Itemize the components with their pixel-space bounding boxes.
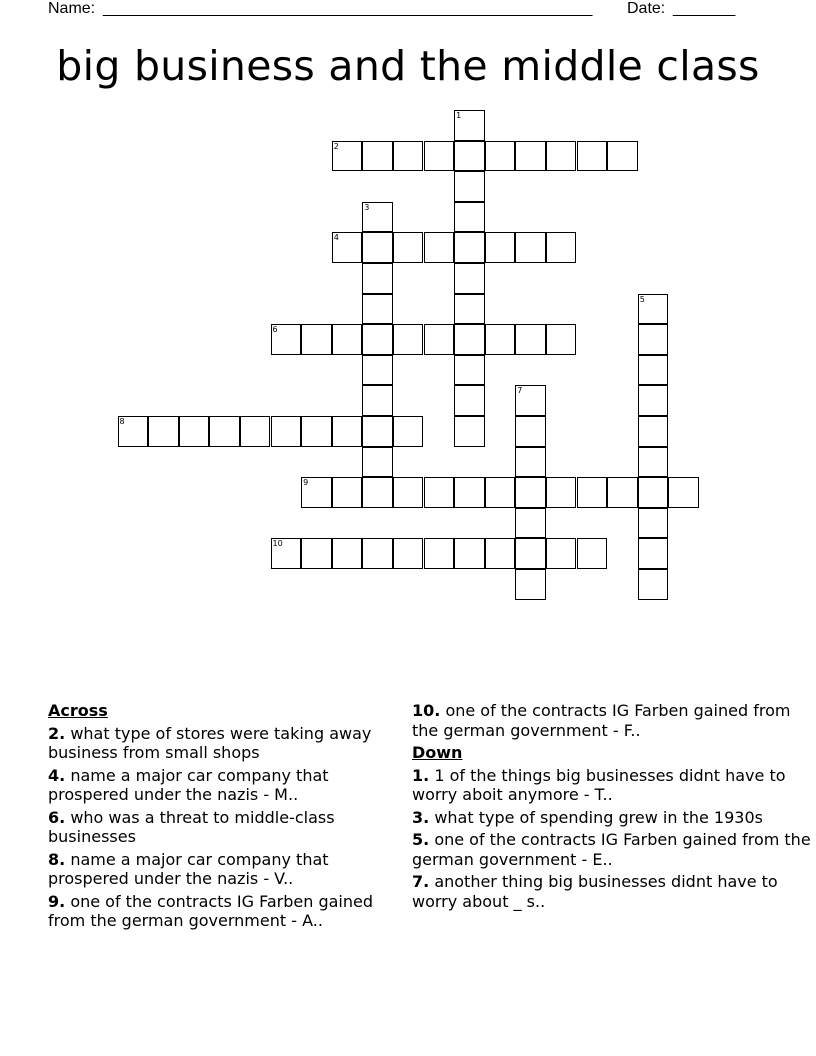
grid-cell[interactable] bbox=[454, 171, 485, 202]
grid-cell[interactable] bbox=[424, 232, 455, 263]
clue-across-6 bbox=[48, 808, 408, 847]
grid-cell[interactable] bbox=[148, 416, 179, 447]
clue-text: who was a threat to middle-class businesses bbox=[48, 807, 335, 846]
grid-cell[interactable] bbox=[271, 538, 302, 569]
grid-cell[interactable] bbox=[393, 538, 424, 569]
grid-cell[interactable] bbox=[638, 447, 669, 478]
clue-text: what type of stores were taking away business from small shops bbox=[48, 723, 372, 762]
clue-text: one of the contracts IG Farben gained from the german government - E.. bbox=[412, 830, 811, 869]
clue-number: 10. bbox=[412, 701, 441, 720]
grid-cell[interactable] bbox=[546, 538, 577, 569]
grid-cell[interactable] bbox=[515, 416, 546, 447]
grid-cell[interactable] bbox=[515, 232, 546, 263]
clue-number: 8. bbox=[48, 849, 66, 869]
name-line: _______________________________________________________ bbox=[103, 0, 593, 17]
grid-cell[interactable] bbox=[454, 477, 485, 508]
grid-cell[interactable] bbox=[638, 324, 669, 355]
clue-text: 1 of the things big businesses didnt have to worry aboit anymore - T.. bbox=[412, 765, 786, 804]
grid-cell[interactable] bbox=[393, 416, 424, 447]
grid-cell[interactable] bbox=[301, 416, 332, 447]
grid-cell[interactable] bbox=[577, 477, 608, 508]
grid-cell[interactable] bbox=[515, 385, 546, 416]
clue-across-10 bbox=[412, 701, 812, 740]
clue-number: 7. bbox=[412, 872, 430, 891]
clue-number: 2. bbox=[48, 723, 66, 743]
grid-cell[interactable] bbox=[485, 232, 516, 263]
grid-cell[interactable] bbox=[607, 141, 638, 172]
grid-cell[interactable] bbox=[332, 324, 363, 355]
grid-cell[interactable] bbox=[546, 141, 577, 172]
grid-cell[interactable] bbox=[454, 110, 485, 141]
grid-cell[interactable] bbox=[607, 477, 638, 508]
cell-number: 3 bbox=[364, 202, 370, 212]
grid-cell[interactable] bbox=[454, 294, 485, 325]
cell-number: 7 bbox=[517, 386, 523, 396]
grid-cell[interactable] bbox=[638, 294, 669, 325]
grid-cell[interactable] bbox=[515, 508, 546, 539]
grid-cell[interactable] bbox=[424, 477, 455, 508]
grid-cell[interactable] bbox=[301, 324, 332, 355]
grid-cell[interactable] bbox=[454, 324, 485, 355]
grid-cell[interactable] bbox=[362, 294, 393, 325]
grid-cell[interactable] bbox=[118, 416, 149, 447]
grid-cell[interactable] bbox=[638, 385, 669, 416]
cell-number: 9 bbox=[303, 478, 309, 488]
clue-text: what type of spending grew in the 1930s bbox=[434, 807, 763, 827]
grid-cell[interactable] bbox=[362, 232, 393, 263]
grid-cell[interactable] bbox=[638, 538, 669, 569]
grid-cell[interactable] bbox=[301, 477, 332, 508]
grid-cell[interactable] bbox=[393, 477, 424, 508]
grid-cell[interactable] bbox=[546, 324, 577, 355]
grid-cell[interactable] bbox=[393, 232, 424, 263]
grid-cell[interactable] bbox=[362, 263, 393, 294]
grid-cell[interactable] bbox=[638, 416, 669, 447]
clue-text: name a major car company that prospered under the nazis - V.. bbox=[48, 849, 329, 888]
clue-number: 3. bbox=[412, 807, 430, 827]
grid-cell[interactable] bbox=[424, 141, 455, 172]
grid-cell[interactable] bbox=[362, 538, 393, 569]
clue-text: another thing big businesses didnt have to worry about _ s.. bbox=[412, 872, 778, 911]
grid-cell[interactable] bbox=[454, 232, 485, 263]
grid-cell[interactable] bbox=[301, 538, 332, 569]
grid-cell[interactable] bbox=[638, 508, 669, 539]
grid-cell[interactable] bbox=[638, 477, 669, 508]
grid-cell[interactable] bbox=[577, 538, 608, 569]
grid-cell[interactable] bbox=[332, 477, 363, 508]
clues-right-column bbox=[412, 701, 812, 914]
grid-cell[interactable] bbox=[485, 141, 516, 172]
grid-cell[interactable] bbox=[515, 447, 546, 478]
grid-cell[interactable] bbox=[332, 141, 363, 172]
date-line: _______ bbox=[673, 0, 736, 17]
page-title: big business and the middle class bbox=[56, 42, 760, 90]
grid-cell[interactable] bbox=[515, 141, 546, 172]
grid-cell[interactable] bbox=[515, 324, 546, 355]
grid-cell[interactable] bbox=[454, 538, 485, 569]
down-heading: Down bbox=[412, 743, 463, 762]
clue-text: name a major car company that prospered under the nazis - M.. bbox=[48, 765, 329, 804]
clue-number: 1. bbox=[412, 765, 430, 785]
grid-cell[interactable] bbox=[424, 538, 455, 569]
grid-cell[interactable] bbox=[332, 416, 363, 447]
clue-across-2 bbox=[48, 724, 408, 763]
grid-cell[interactable] bbox=[638, 569, 669, 600]
clue-number: 9. bbox=[48, 891, 66, 911]
grid-cell[interactable] bbox=[179, 416, 210, 447]
grid-cell[interactable] bbox=[393, 141, 424, 172]
grid-cell[interactable] bbox=[577, 141, 608, 172]
grid-cell[interactable] bbox=[638, 355, 669, 386]
cell-number: 2 bbox=[333, 141, 339, 151]
cell-number: 5 bbox=[639, 294, 645, 304]
clue-down-3 bbox=[412, 808, 812, 828]
clue-down-5 bbox=[412, 830, 812, 869]
grid-cell[interactable] bbox=[546, 232, 577, 263]
grid-cell[interactable] bbox=[424, 324, 455, 355]
cell-number: 1 bbox=[456, 111, 462, 120]
grid-cell[interactable] bbox=[515, 569, 546, 600]
grid-cell[interactable] bbox=[515, 477, 546, 508]
grid-cell[interactable] bbox=[485, 538, 516, 569]
grid-cell[interactable] bbox=[362, 355, 393, 386]
name-label: Name: bbox=[48, 0, 96, 17]
grid-cell[interactable] bbox=[271, 324, 302, 355]
grid-cell[interactable] bbox=[362, 416, 393, 447]
cell-number: 6 bbox=[272, 325, 278, 335]
grid-cell[interactable] bbox=[454, 355, 485, 386]
grid-cell[interactable] bbox=[362, 477, 393, 508]
grid-cell[interactable] bbox=[209, 416, 240, 447]
grid-cell[interactable] bbox=[454, 416, 485, 447]
grid-cell[interactable] bbox=[454, 141, 485, 172]
date-label: Date: bbox=[627, 0, 666, 17]
grid-cell[interactable] bbox=[515, 538, 546, 569]
across-heading: Across bbox=[48, 701, 108, 720]
clue-number: 6. bbox=[48, 807, 66, 827]
clue-number: 4. bbox=[48, 765, 66, 785]
clue-across-9 bbox=[48, 892, 408, 931]
grid-cell[interactable] bbox=[546, 477, 577, 508]
grid-cell[interactable] bbox=[271, 416, 302, 447]
cell-number: 8 bbox=[119, 417, 125, 426]
grid-cell[interactable] bbox=[393, 324, 424, 355]
grid-cell[interactable] bbox=[362, 385, 393, 416]
grid-cell[interactable] bbox=[362, 202, 393, 233]
clues-left-column bbox=[48, 701, 408, 934]
grid-cell[interactable] bbox=[332, 538, 363, 569]
grid-cell[interactable] bbox=[362, 324, 393, 355]
clue-down-7 bbox=[412, 872, 812, 911]
clue-number: 5. bbox=[412, 830, 430, 849]
cell-number: 10 bbox=[272, 539, 283, 549]
grid-cell[interactable] bbox=[485, 324, 516, 355]
grid-cell[interactable] bbox=[668, 477, 699, 508]
clue-text: one of the contracts IG Farben gained from the german government - F.. bbox=[412, 701, 791, 740]
clue-across-8 bbox=[48, 850, 408, 889]
cell-number: 4 bbox=[333, 233, 339, 243]
grid-cell[interactable] bbox=[454, 263, 485, 294]
grid-cell[interactable] bbox=[362, 141, 393, 172]
grid-cell[interactable] bbox=[454, 202, 485, 233]
grid-cell[interactable] bbox=[454, 385, 485, 416]
clue-text: one of the contracts IG Farben gained from the german government - A.. bbox=[48, 891, 373, 930]
clue-across-4 bbox=[48, 766, 408, 805]
clue-down-1 bbox=[412, 766, 812, 805]
grid-cell[interactable] bbox=[240, 416, 271, 447]
grid-cell[interactable] bbox=[332, 232, 363, 263]
grid-cell[interactable] bbox=[362, 447, 393, 478]
grid-cell[interactable] bbox=[485, 477, 516, 508]
